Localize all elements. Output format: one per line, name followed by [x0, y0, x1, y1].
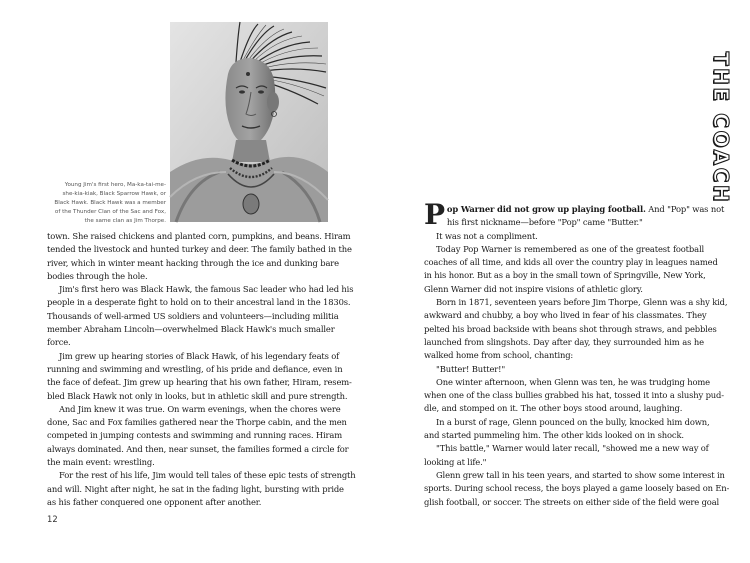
text-line: force. [47, 337, 71, 348]
text-line: Glenn Warner did not inspire visions of athletic glory. [424, 283, 643, 294]
text-line: river, which in winter meant hacking through the ice and dunking bare [47, 257, 339, 268]
caption-line: Young Jim's first hero, Ma-ka-tai-me- [64, 182, 166, 188]
text-line: dle, and stomped on it. The other boys stood around, laughing. [424, 403, 683, 414]
right-body-text [424, 198, 730, 509]
opening-rest-text: And "Pop" was not [645, 204, 725, 214]
text-line: looking at life." [424, 456, 487, 467]
text-line: people in a desperate fight to hold on to their ancestral land in the 1830s. [47, 297, 351, 308]
text-line: done, Sac and Fox families gathered near the Thorpe cabin, and the men [47, 417, 347, 428]
text-line: glish football, or soccer. The streets on either side of the field were goal [424, 496, 720, 507]
text-line: "This battle," Warner would later recall, "showed me a new way of [436, 443, 709, 454]
text-line: as his father conquered one opponent after another. [47, 496, 262, 507]
photo-caption [44, 181, 166, 226]
text-line: his first nickname—before "Pop" came "Butter." [446, 217, 643, 228]
text-line: the face of defeat. Jim grew up hearing that his own father, Hiram, resem- [47, 377, 352, 388]
opening-bold-text: op Warner did not grow up playing football. [446, 204, 646, 214]
text-line: competed in jumping contests and swimming and running races. Hiram [47, 430, 343, 441]
text-line: when one of the class bullies grabbed his hat, tossed it into a slushy pud- [424, 390, 724, 401]
page-number: 12 [47, 514, 58, 524]
text-line: running and swimming and wrestling, of his pride and defiance, even in [47, 363, 343, 374]
caption-line: Black Hawk. Black Hawk was a member [54, 200, 166, 206]
black-hawk-portrait [170, 22, 328, 222]
text-line: Glenn grew tall in his teen years, and started to show some interest in [436, 469, 725, 480]
left-body-text [47, 230, 356, 509]
caption-line: of the Thunder Clan of the Sac and Fox, [54, 209, 166, 215]
text-line: launched from slingshots. Day after day, they surrounded him as he [424, 336, 704, 347]
text-line: the main event: wrestling. [47, 457, 155, 468]
text-line: In a burst of rage, Glenn pounced on the bully, knocked him down, [436, 416, 710, 427]
text-line: awkward and chubby, a boy who lived in fear of his classmates. They [424, 310, 707, 321]
text-line: walked home from school, chanting: [424, 350, 574, 361]
text-line: "Butter! Butter!" [436, 363, 506, 374]
text-line: and will. Night after night, he sat in the fading light, bursting with pride [47, 483, 344, 494]
text-line: Jim's first hero was Black Hawk, the famous Sac leader who had led his [59, 284, 354, 295]
text-line: Thousands of well-armed US soldiers and volunteers—including militia [47, 310, 339, 321]
text-line: And Jim knew it was true. On warm evenings, when the chores were [59, 403, 341, 414]
text-line: It was not a compliment. [436, 230, 538, 241]
text-line: Jim grew up hearing stories of Black Hawk, of his legendary feats of [59, 350, 340, 361]
text-line: sports. During school recess, the boys played a game loosely based on En- [424, 483, 730, 494]
drop-cap: P [424, 198, 445, 231]
running-head-text: THE COACH [709, 51, 733, 205]
text-line: and started pummeling him. The other kids looked on in shock. [424, 430, 684, 441]
text-line: tended the livestock and hunted turkey and deer. The family bathed in the [47, 244, 352, 255]
text-line: bodies through the hole. [47, 270, 148, 281]
caption-line: the same clan as Jim Thorpe. [84, 218, 166, 224]
text-line: town. She raised chickens and planted corn, pumpkins, and beans. Hiram [47, 231, 351, 241]
text-line: One winter afternoon, when Glenn was ten, he was trudging home [436, 376, 710, 387]
text-line: pelted his broad backside with beans shot through straws, and pebbles [424, 323, 717, 334]
text-line: always dominated. And then, near sunset, the families formed a circle for [47, 443, 349, 454]
caption-line: she-kia-kiak, Black Sparrow Hawk, or [62, 191, 166, 197]
running-head [705, 51, 737, 205]
text-line: bled Black Hawk not only in looks, but in athletic skill and pure strength. [47, 390, 348, 401]
text-line: in his honor. But as a boy in the small town of Springville, New York, [424, 270, 706, 281]
text-line: coaches of all time, and kids all over the country play in leagues named [424, 257, 718, 268]
text-line [424, 203, 725, 216]
text-line: Born in 1871, seventeen years before Jim Thorpe, Glenn was a shy kid, [436, 297, 728, 308]
text-line: Today Pop Warner is remembered as one of the greatest football [436, 243, 704, 254]
text-line: member Abraham Lincoln—overwhelmed Black Hawk's much smaller [47, 324, 335, 335]
text-line: For the rest of his life, Jim would tell tales of these epic tests of strength [59, 470, 356, 481]
